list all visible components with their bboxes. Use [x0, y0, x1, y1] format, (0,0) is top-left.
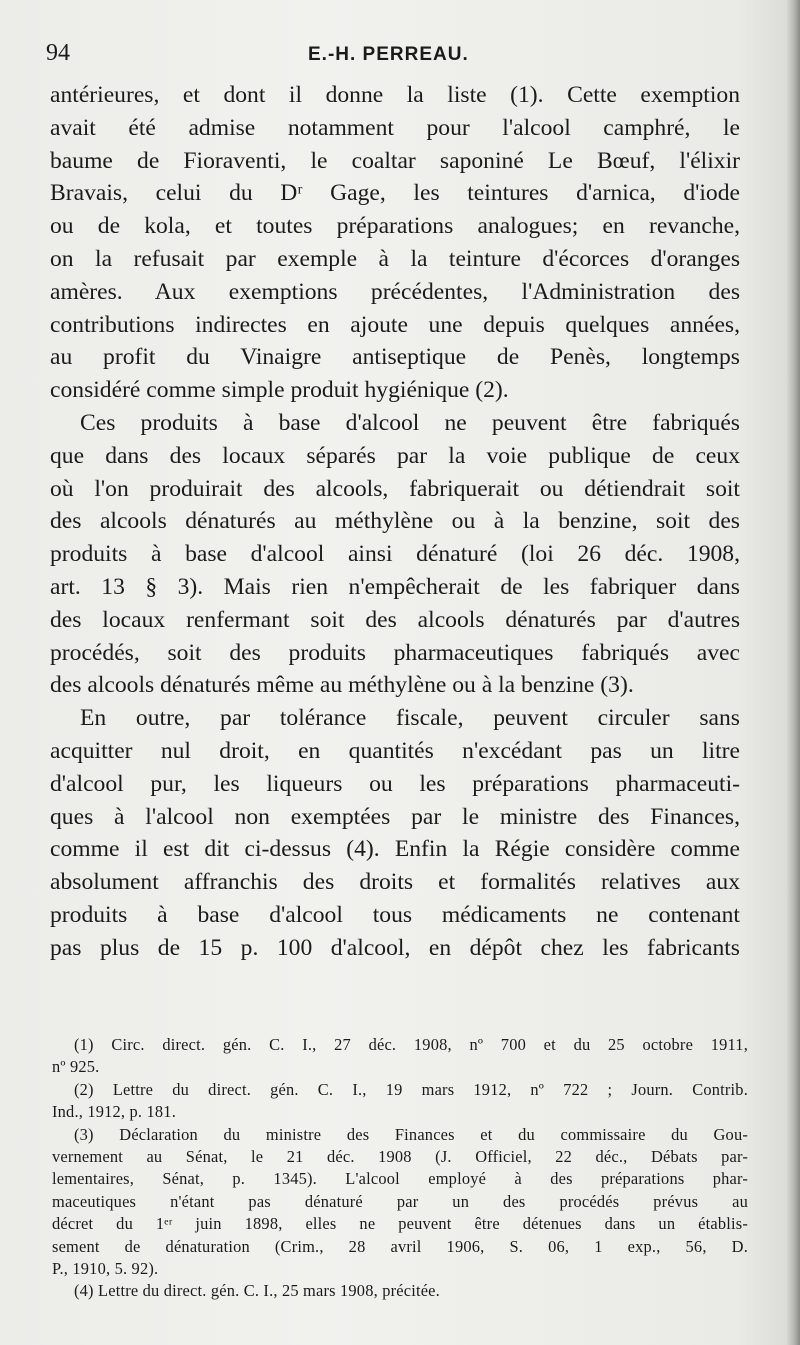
page-header — [46, 40, 746, 74]
body-line: des locaux renfermant soit des alcools dénaturés par d'autres — [50, 606, 740, 633]
body-line: contributions indirectes en ajoute une depuis quelques années, — [50, 311, 740, 338]
footnote-line: Ind., 1912, p. 181. — [52, 1102, 176, 1122]
body-line: que dans des locaux séparés par la voie publique de ceux — [50, 442, 740, 469]
footnote-line: (1) Circ. direct. gén. C. I., 27 déc. 1908, nº 700 et du 25 octobre 1911, — [74, 1035, 748, 1054]
body-line: Ces produits à base d'alcool ne peuvent être fabriqués — [80, 409, 740, 436]
body-line: art. 13 § 3). Mais rien n'empêcherait de les fabriquer dans — [50, 573, 740, 600]
body-line: avait été admise notamment pour l'alcool camphré, le — [50, 114, 740, 141]
body-line: procédés, soit des produits pharmaceutiques fabriqués avec — [50, 639, 740, 666]
footnote-line: (4) Lettre du direct. gén. C. I., 25 mars 1908, précitée. — [74, 1281, 440, 1301]
body-line: absolument affranchis des droits et formalités relatives aux — [50, 869, 740, 896]
body-line: produits à base d'alcool tous médicaments ne contenant — [50, 901, 740, 928]
body-line: comme il est dit ci-dessus (4). Enfin la Régie considère comme — [50, 836, 740, 863]
body-line: amères. Aux exemptions précédentes, l'Administration des — [50, 278, 740, 305]
body-text — [50, 79, 740, 965]
page-number: 94 — [46, 40, 70, 66]
footnote-line: P., 1910, 5. 92). — [52, 1258, 159, 1278]
footnote-line: décret du 1ᵉʳ juin 1898, elles ne peuvent être détenues dans un établis- — [52, 1214, 748, 1234]
footnotes — [52, 1034, 748, 1303]
body-line: des alcools dénaturés au méthylène ou à la benzine, soit des — [50, 508, 740, 535]
footnote-line: maceutiques n'étant pas dénaturé par un des procédés prévus au — [52, 1191, 748, 1211]
body-line: des alcools dénaturés même au méthylène ou à la benzine (3). — [50, 672, 634, 699]
body-line: d'alcool pur, les liqueurs ou les préparations pharmaceuti- — [50, 770, 740, 797]
body-line: pas plus de 15 p. 100 d'alcool, en dépôt chez les fabricants — [50, 934, 740, 961]
body-line: produits à base d'alcool ainsi dénaturé (loi 26 déc. 1908, — [50, 541, 740, 568]
body-line: baume de Fioraventi, le coaltar saponiné Le Bœuf, l'élixir — [50, 147, 740, 174]
body-line: on la refusait par exemple à la teinture d'écorces d'oranges — [50, 245, 740, 272]
body-line: acquitter nul droit, en quantités n'excédant pas un litre — [50, 737, 740, 764]
body-line: ques à l'alcool non exemptées par le ministre des Finances, — [50, 803, 740, 830]
body-line: En outre, par tolérance fiscale, peuvent circuler sans — [80, 705, 740, 732]
body-line: où l'on produirait des alcools, fabriquerait ou détiendrait soit — [50, 475, 740, 502]
body-line: considéré comme simple produit hygiénique (2). — [50, 377, 509, 404]
body-line: antérieures, et dont il donne la liste (1). Cette exemption — [50, 82, 740, 108]
body-line: au profit du Vinaigre antiseptique de Penès, longtemps — [50, 344, 740, 371]
footnote-line: (2) Lettre du direct. gén. C. I., 19 mars 1912, nº 722 ; Journ. Contrib. — [74, 1079, 748, 1099]
body-line: Bravais, celui du Dʳ Gage, les teintures d'arnica, d'iode — [50, 180, 740, 207]
body-line: ou de kola, et toutes préparations analogues; en revanche, — [50, 213, 740, 240]
footnote-line: vernement au Sénat, le 21 déc. 1908 (J. Officiel, 22 déc., Débats par- — [52, 1146, 748, 1166]
running-head: E.-H. PERREAU. — [308, 44, 469, 65]
page-edge-shadow — [786, 0, 800, 1345]
footnote-line: nº 925. — [52, 1057, 100, 1077]
footnote-line: sement de dénaturation (Crim., 28 avril 1906, S. 06, 1 exp., 56, D. — [52, 1236, 748, 1256]
footnote-line: (3) Déclaration du ministre des Finances et du commissaire du Gou- — [74, 1124, 748, 1144]
footnote-line: lementaires, Sénat, p. 1345). L'alcool employé à des préparations phar- — [52, 1169, 748, 1189]
